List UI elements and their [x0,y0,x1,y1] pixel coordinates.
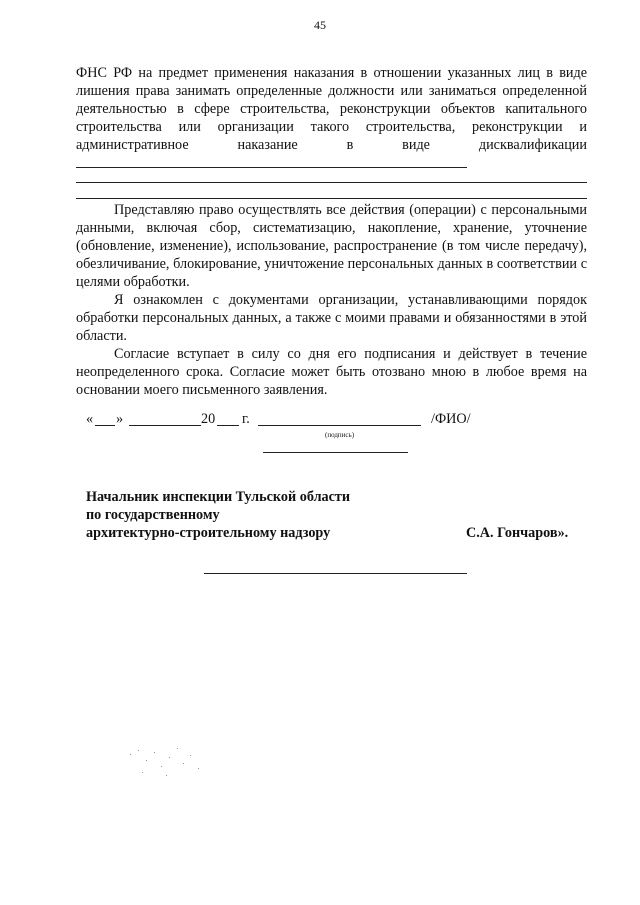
validity-paragraph: Согласие вступает в силу со дня его подписания и действует в течение неопределенного срока. Согласие может быть отозвано мною в любое время на основании моего письменного заявления. [76,346,587,398]
signer-name: С.А. Гончаров». [466,525,569,541]
signature-blank [258,412,421,426]
signer-title-line: по государственному [86,507,220,523]
short-line [263,452,408,453]
page-number: 45 [314,18,326,32]
fio-label: /ФИО/ [431,411,471,427]
day-blank [95,412,115,426]
year-suffix: г. [242,411,250,427]
signature-row [86,410,586,430]
signer-title [86,488,350,542]
intro-paragraph [76,64,587,173]
signer-title-line: архитектурно-строительному надзору [86,525,331,541]
blank-line-2 [76,198,587,199]
month-blank [129,412,201,426]
year-blank [217,412,239,426]
year-prefix: 20 [201,411,216,427]
signer-title-line: Начальник инспекции Тульской области [86,489,351,505]
signature-caption: (подпись) [325,431,355,439]
intro-text: ФНС РФ на предмет применения наказания в отношении указанных лиц в виде лишения права занимать определенные должности или заниматься определенной деятельностью в сфере строительства, реконструкции объектов капитального строительства или организации такого строительства, реконструкции и административное наказание в виде дисквалификации [76,65,587,153]
blank-line-1 [76,182,587,183]
disqualification-blank-line [76,154,467,168]
bottom-line [204,573,467,574]
open-quote: « [86,411,94,427]
consent-section [76,201,587,399]
acknowledgement-paragraph: Я ознакомлен с документами организации, устанавливающими порядок обработки персональных данных, а также с моими правами и обязанностями в этой области. [76,292,587,344]
close-quote: » [116,411,124,427]
rights-paragraph: Представляю право осуществлять все действия (операции) с персональными данными, включая сбор, систематизацию, накопление, хранение, уточнение (обновление, изменение), использование, распространение (в том числе передачу), обезличивание, блокирование, уничтожение персональных данных в соответствии с целями обработки. [76,202,587,290]
